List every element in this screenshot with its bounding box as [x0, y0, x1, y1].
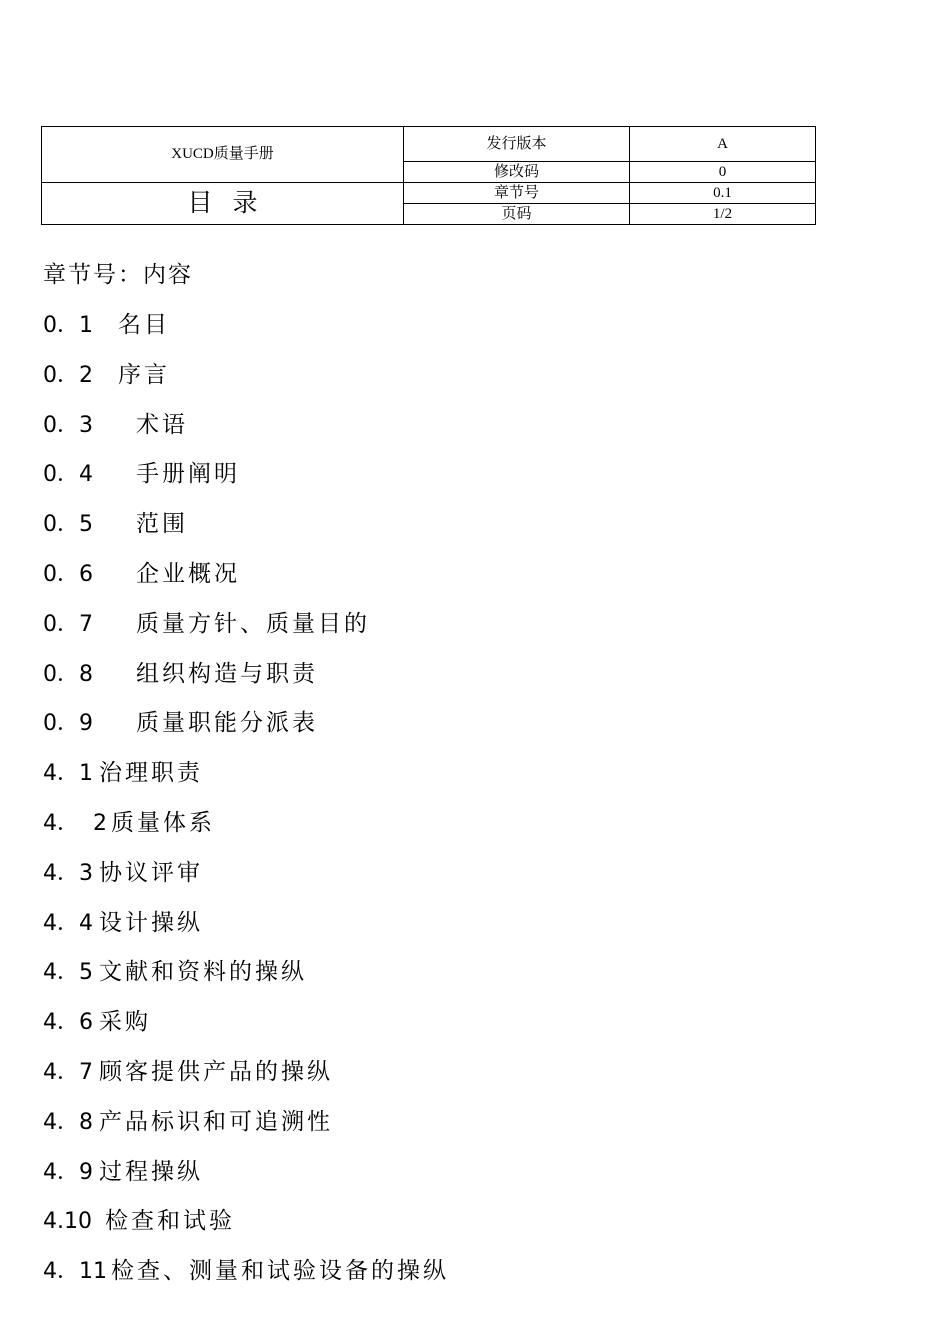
toc-item-label: 术语: [136, 411, 188, 438]
toc-item-number: 0．2: [43, 362, 93, 388]
release-version-value: A: [630, 127, 816, 162]
toc-item-number: 4．5: [43, 960, 93, 986]
toc-item-label: 名目: [118, 312, 170, 338]
toc-item-number: 4．11: [43, 1259, 107, 1285]
toc-item-label: 设计操纵: [99, 909, 203, 936]
toc-item: [43, 750, 903, 800]
toc-item-label: 范围: [136, 511, 188, 538]
toc-item-label: 采购: [99, 1009, 151, 1036]
toc-item-number: 0．5: [43, 512, 93, 538]
toc-item: [43, 850, 903, 900]
toc-item: [43, 700, 903, 750]
toc-item-number: 4．3: [43, 860, 93, 886]
toc-item: [43, 501, 903, 551]
toc-item: [43, 302, 903, 352]
toc-item-number: 4．8: [43, 1109, 93, 1135]
page-number-label: 页码: [404, 204, 630, 225]
toc-item-label: 产品标识和可追溯性: [99, 1108, 333, 1135]
toc-item-label: 手册阐明: [136, 461, 240, 488]
toc-item-label: 治理职责: [99, 760, 203, 787]
toc-item-label: 文献和资料的操纵: [99, 959, 307, 986]
toc-item-number: 4．7: [43, 1059, 93, 1085]
toc-item: [43, 551, 903, 601]
toc-item-label: 组织构造与职责: [136, 660, 318, 687]
manual-title: XUCD质量手册: [42, 127, 404, 183]
toc-item-label: 顾客提供产品的操纵: [99, 1058, 333, 1085]
toc-item: [43, 1248, 903, 1298]
toc-item: [43, 1049, 903, 1099]
toc-item-label: 质量职能分派表: [136, 710, 318, 737]
revision-code-value: 0: [630, 162, 816, 183]
toc-item: [43, 601, 903, 651]
toc-item-label: 过程操纵: [99, 1158, 203, 1185]
document-header-table: [41, 126, 816, 225]
toc-heading: 章节号：内容: [43, 262, 193, 288]
toc-item: [43, 1149, 903, 1199]
toc-item: [43, 451, 903, 501]
table-of-contents: [43, 252, 903, 1298]
toc-item: [43, 651, 903, 701]
toc-item-number: 0．3: [43, 412, 93, 438]
chapter-number-label: 章节号: [404, 183, 630, 204]
toc-item-number: 4．6: [43, 1010, 93, 1036]
toc-item-number: 4．4: [43, 910, 93, 936]
toc-item: [43, 949, 903, 999]
toc-item: [43, 1198, 903, 1248]
toc-list: [43, 302, 903, 1298]
toc-item-number: 0．1: [43, 313, 93, 338]
toc-item-number: 0．9: [43, 711, 93, 737]
toc-item-number: 4． 2: [43, 810, 107, 836]
toc-item-label: 检查、测量和试验设备的操纵: [111, 1258, 449, 1285]
toc-item: [43, 402, 903, 452]
toc-item-number: 0．6: [43, 561, 93, 587]
toc-item-number: 4．1: [43, 761, 93, 787]
revision-code-label: 修改码: [404, 162, 630, 183]
toc-item-number: 4．9: [43, 1159, 93, 1185]
section-title: 目录: [42, 183, 404, 225]
toc-item-number: 4.10: [43, 1209, 92, 1235]
toc-item-label: 质量体系: [111, 809, 215, 836]
toc-item-label: 企业概况: [136, 560, 240, 587]
toc-item-label: 协议评审: [99, 859, 203, 886]
release-version-label: 发行版本: [404, 127, 630, 162]
toc-item-number: 0．7: [43, 611, 93, 637]
page-number-value: 1/2: [630, 204, 816, 225]
toc-item: [43, 800, 903, 850]
toc-item-number: 0．8: [43, 661, 93, 687]
toc-item-label: 序言: [118, 361, 170, 388]
toc-item: [43, 352, 903, 402]
toc-item-label: 质量方针、质量目的: [136, 610, 370, 637]
toc-item-label: 检查和试验: [105, 1208, 235, 1235]
toc-item: [43, 1099, 903, 1149]
toc-item: [43, 999, 903, 1049]
chapter-number-value: 0.1: [630, 183, 816, 204]
toc-item: [43, 900, 903, 950]
toc-item-number: 0．4: [43, 462, 93, 488]
